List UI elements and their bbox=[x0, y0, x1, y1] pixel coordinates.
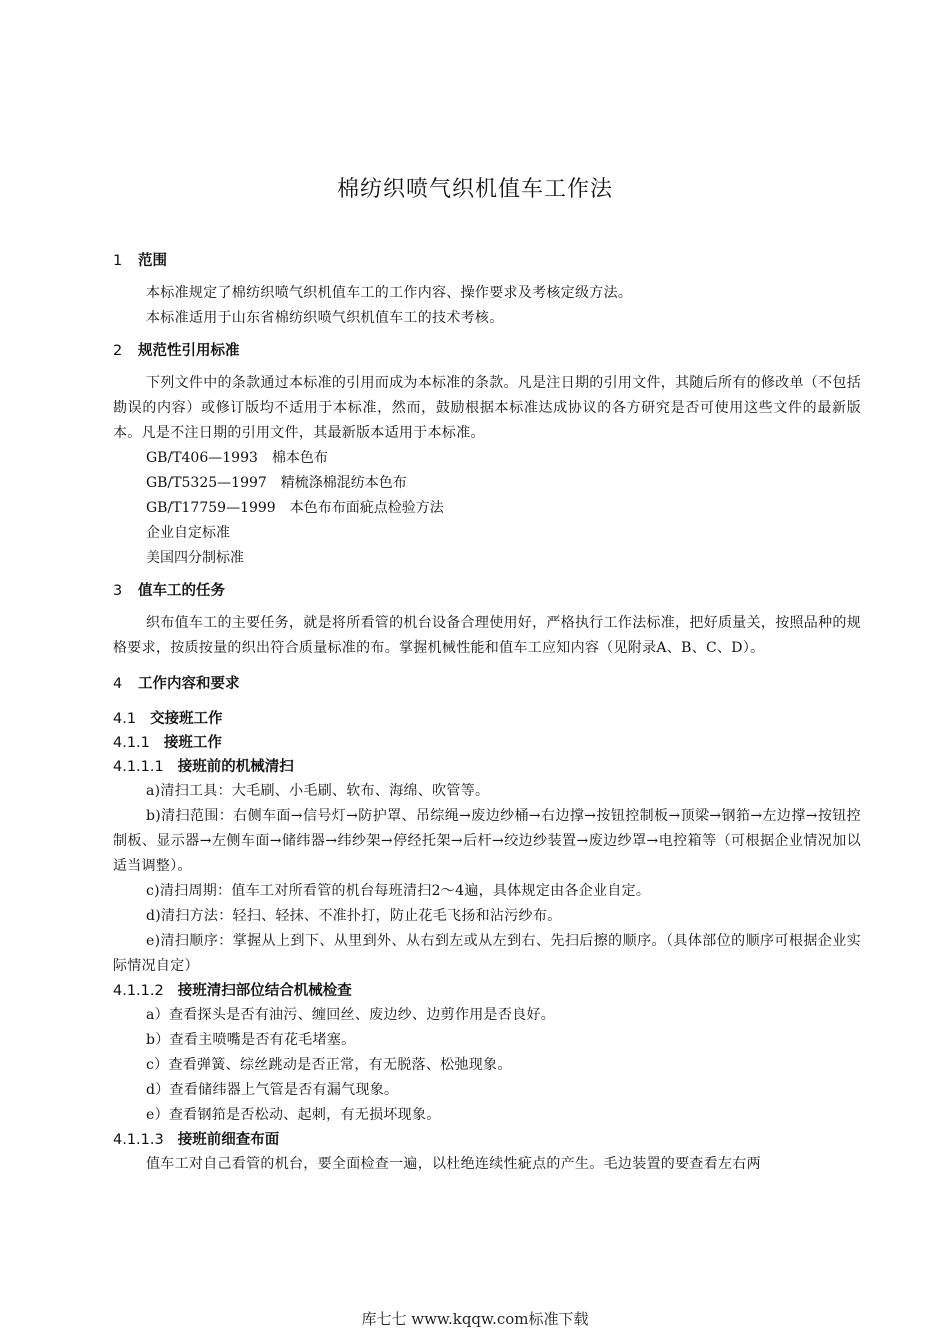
document-body bbox=[113, 250, 861, 1177]
list-item: a）查看探头是否有油污、缠回丝、废边纱、边剪作用是否良好。 bbox=[146, 1007, 556, 1023]
section-number: 4.1.1.2 bbox=[113, 983, 164, 999]
list-item: b)清扫范围：右侧车面→信号灯→防护罩、吊综绳→废边纱桶→右边撑→按钮控制板→顶梁→钢筘→左边撑→按钮控制板、显示器→左侧车面→储纬器→纬纱架→停经托架→后杆→绞边纱装置→废边纱罩→电控箱等（可根据企业情况加以适当调整）。 bbox=[113, 808, 861, 874]
list-item: c）查看弹簧、综丝跳动是否正常，有无脱落、松弛现象。 bbox=[146, 1057, 512, 1073]
section-3-heading bbox=[113, 580, 861, 602]
reference-code: GB/T406—1993 bbox=[146, 450, 258, 466]
reference-name: 企业自定标准 bbox=[146, 525, 230, 541]
section-number: 4.1.1.3 bbox=[113, 1132, 164, 1148]
reference-item bbox=[113, 521, 861, 546]
paragraph: 本标准规定了棉纺织喷气织机值车工的工作内容、操作要求及考核定级方法。 bbox=[146, 285, 633, 301]
list-item: a)清扫工具：大毛刷、小毛刷、软布、海绵、吹管等。 bbox=[146, 783, 490, 799]
document-title: 棉纺织喷气织机值车工作法 bbox=[336, 177, 613, 202]
section-title: 工作内容和要求 bbox=[138, 676, 240, 692]
section-number: 4 bbox=[113, 676, 123, 692]
section-title: 接班前的机械清扫 bbox=[177, 759, 294, 775]
paragraph: 下列文件中的条款通过本标准的引用而成为本标准的条款。凡是注日期的引用文件，其随后所有的修改单（不包括勘误的内容）或修订版均不适用于本标准，然而，鼓励根据本标准达成协议的各方研究是否可使用这些文件的最新版本。凡是不注日期的引用文件，其最新版本适用于本标准。 bbox=[113, 375, 861, 441]
section-4-heading bbox=[113, 673, 861, 695]
list-item: e）查看钢筘是否松动、起刺，有无损坏现象。 bbox=[146, 1107, 441, 1123]
reference-name: 本色布布面疵点检验方法 bbox=[289, 500, 444, 516]
section-title: 范围 bbox=[138, 253, 167, 269]
reference-code: GB/T5325—1997 bbox=[146, 475, 267, 491]
list-item: d）查看储纬器上气管是否有漏气现象。 bbox=[146, 1082, 399, 1098]
reference-name: 精梳涤棉混纺本色布 bbox=[280, 475, 407, 491]
footer-watermark: 库七七 www.kqqw.com标准下载 bbox=[361, 1310, 589, 1328]
section-number: 4.1.1.1 bbox=[113, 759, 164, 775]
paragraph: 本标准适用于山东省棉纺织喷气织机值车工的技术考核。 bbox=[146, 310, 504, 326]
reference-item bbox=[113, 496, 861, 521]
section-number: 3 bbox=[113, 583, 123, 599]
subsection-4-1-heading bbox=[113, 707, 861, 731]
reference-code: GB/T17759—1999 bbox=[146, 500, 276, 516]
section-title: 接班清扫部位结合机械检查 bbox=[177, 983, 352, 999]
section-title: 接班前细查布面 bbox=[177, 1132, 280, 1148]
reference-item bbox=[113, 546, 861, 571]
list-item: b）查看主喷嘴是否有花毛堵塞。 bbox=[146, 1032, 356, 1048]
subsection-4-1-1-3-heading bbox=[113, 1128, 861, 1152]
section-number: 4.1.1 bbox=[113, 735, 150, 751]
subsection-4-1-1-heading bbox=[113, 731, 861, 755]
reference-name: 美国四分制标准 bbox=[146, 550, 244, 566]
list-item: c)清扫周期：值车工对所看管的机台每班清扫2～4遍，具体规定由各企业自定。 bbox=[146, 883, 651, 899]
section-number: 4.1 bbox=[113, 711, 137, 727]
paragraph: 值车工对自己看管的机台，要全面检查一遍，以杜绝连续性疵点的产生。毛边装置的要查看左右两 bbox=[146, 1156, 761, 1172]
section-number: 2 bbox=[113, 343, 123, 359]
section-title: 规范性引用标准 bbox=[138, 343, 240, 359]
reference-item bbox=[113, 446, 861, 471]
section-2-heading bbox=[113, 340, 861, 362]
reference-name: 棉本色布 bbox=[271, 450, 328, 466]
paragraph: 织布值车工的主要任务，就是将所看管的机台设备合理使用好，严格执行工作法标准，把好质量关，按照品种的规格要求，按质按量的织出符合质量标准的布。掌握机械性能和值车工应知内容（见附录A、B、C、D）。 bbox=[113, 615, 861, 656]
section-title: 交接班工作 bbox=[150, 711, 223, 727]
section-title: 接班工作 bbox=[163, 735, 222, 751]
list-item: e)清扫顺序：掌握从上到下、从里到外、从右到左或从左到右、先扫后擦的顺序。（具体部位的顺序可根据企业实际情况自定） bbox=[113, 933, 861, 974]
subsection-4-1-1-2-heading bbox=[113, 979, 861, 1003]
subsection-4-1-1-1-heading bbox=[113, 755, 861, 779]
list-item: d)清扫方法：轻扫、轻抹、不准扑打，防止花毛飞扬和沾污纱布。 bbox=[146, 908, 562, 924]
section-1-heading bbox=[113, 250, 861, 272]
reference-item bbox=[113, 471, 861, 496]
section-title: 值车工的任务 bbox=[138, 583, 225, 599]
section-number: 1 bbox=[113, 253, 123, 269]
